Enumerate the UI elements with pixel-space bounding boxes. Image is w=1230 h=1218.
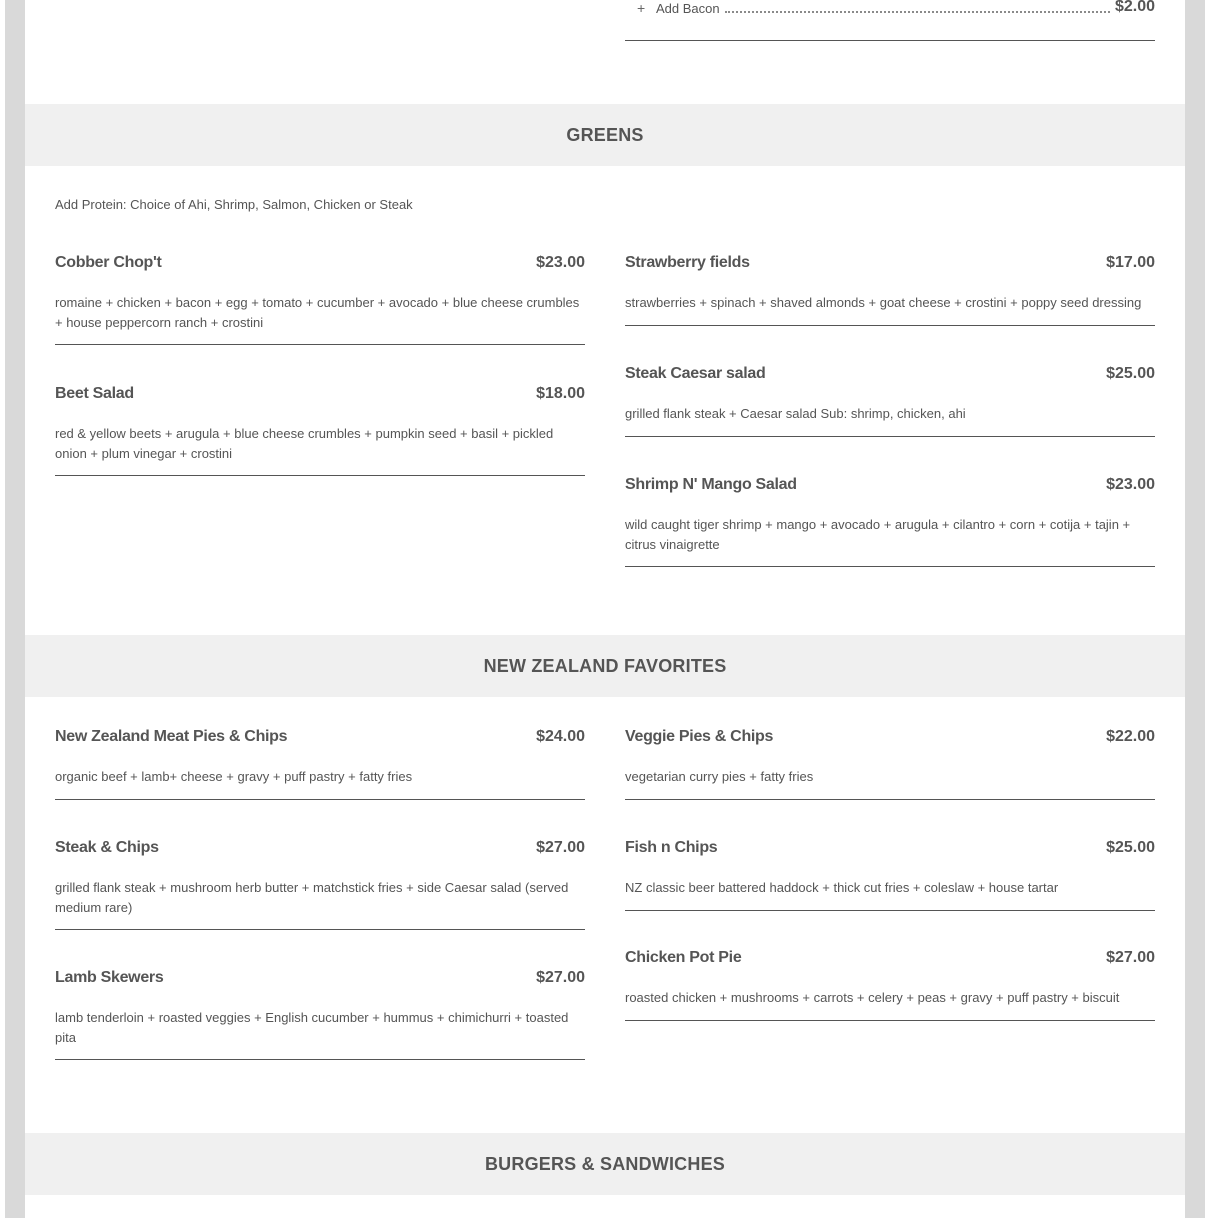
item-name: Steak Caesar salad: [625, 365, 766, 382]
item-name: Fish n Chips: [625, 839, 718, 856]
item-name: New Zealand Meat Pies & Chips: [55, 728, 288, 745]
item-description: vegetarian curry pies + fatty fries: [625, 769, 814, 784]
divider: [55, 1059, 585, 1060]
divider: [625, 566, 1155, 567]
dot-leader: [725, 9, 1110, 13]
item-price: $17.00: [1106, 254, 1155, 271]
item-name: Steak & Chips: [55, 839, 159, 856]
item-name: Lamb Skewers: [55, 969, 164, 986]
divider: [55, 799, 585, 800]
item-price: $25.00: [1106, 839, 1155, 856]
item-price: $23.00: [536, 254, 585, 271]
item-description: roasted chicken + mushrooms + carrots + celery + peas + gravy + puff pastry + biscuit: [625, 990, 1120, 1005]
plus-icon: +: [637, 0, 646, 16]
menu-item: [625, 839, 1155, 911]
divider: [625, 799, 1155, 800]
item-description: grilled flank steak + mushroom herb butter + matchstick fries + side Caesar salad (served medium rare): [55, 880, 569, 915]
addon-label: Add Bacon: [656, 1, 720, 16]
divider: [55, 929, 585, 930]
menu-item: [625, 254, 1155, 326]
item-price: $27.00: [536, 839, 585, 856]
addon-row: [625, 0, 1155, 41]
menu-item: [55, 839, 585, 930]
item-name: Strawberry fields: [625, 254, 750, 271]
section-header-nz-favorites: NEW ZEALAND FAVORITES: [25, 635, 1185, 697]
item-description: NZ classic beer battered haddock + thick cut fries + coleslaw + house tartar: [625, 880, 1059, 895]
item-price: $24.00: [536, 728, 585, 745]
item-description: red & yellow beets + arugula + blue cheese crumbles + pumpkin seed + basil + pickled onion + plum vinegar + crostini: [55, 426, 554, 461]
divider: [625, 436, 1155, 437]
item-description: grilled flank steak + Caesar salad Sub: shrimp, chicken, ahi: [625, 406, 966, 421]
menu-item: [625, 476, 1155, 567]
section-header-burgers-sandwiches: BURGERS & SANDWICHES: [25, 1133, 1185, 1195]
item-price: $25.00: [1106, 365, 1155, 382]
menu-item: [55, 728, 585, 800]
item-price: $18.00: [536, 385, 585, 402]
menu-item: [625, 949, 1155, 1021]
menu-item: [55, 385, 585, 476]
item-name: Cobber Chop't: [55, 254, 162, 271]
divider: [55, 475, 585, 476]
item-price: $23.00: [1106, 476, 1155, 493]
divider: [55, 344, 585, 345]
item-price: $27.00: [1106, 949, 1155, 966]
divider: [625, 325, 1155, 326]
section-header-greens: GREENS: [25, 104, 1185, 166]
item-name: Chicken Pot Pie: [625, 949, 742, 966]
item-price: $27.00: [536, 969, 585, 986]
menu-item: [625, 728, 1155, 800]
item-price: $22.00: [1106, 728, 1155, 745]
item-name: Beet Salad: [55, 385, 134, 402]
item-description: lamb tenderloin + roasted veggies + English cucumber + hummus + chimichurri + toasted pita: [55, 1010, 569, 1045]
item-description: romaine + chicken + bacon + egg + tomato + cucumber + avocado + blue cheese crumbles + house peppercorn ranch + crostini: [55, 295, 580, 330]
item-name: Veggie Pies & Chips: [625, 728, 774, 745]
menu-item: [55, 254, 585, 345]
item-description: wild caught tiger shrimp + mango + avocado + arugula + cilantro + corn + cotija + tajin + citrus vinaigrette: [625, 517, 1131, 552]
divider: [625, 1020, 1155, 1021]
item-description: organic beef + lamb+ cheese + gravy + puff pastry + fatty fries: [55, 769, 413, 784]
menu-item: [625, 365, 1155, 437]
addon-price: $2.00: [1114, 0, 1155, 15]
item-name: Shrimp N' Mango Salad: [625, 476, 797, 493]
menu-item: [55, 969, 585, 1060]
section-note: Add Protein: Choice of Ahi, Shrimp, Salmon, Chicken or Steak: [55, 197, 413, 212]
item-description: strawberries + spinach + shaved almonds + goat cheese + crostini + poppy seed dressing: [625, 295, 1142, 310]
divider: [625, 910, 1155, 911]
